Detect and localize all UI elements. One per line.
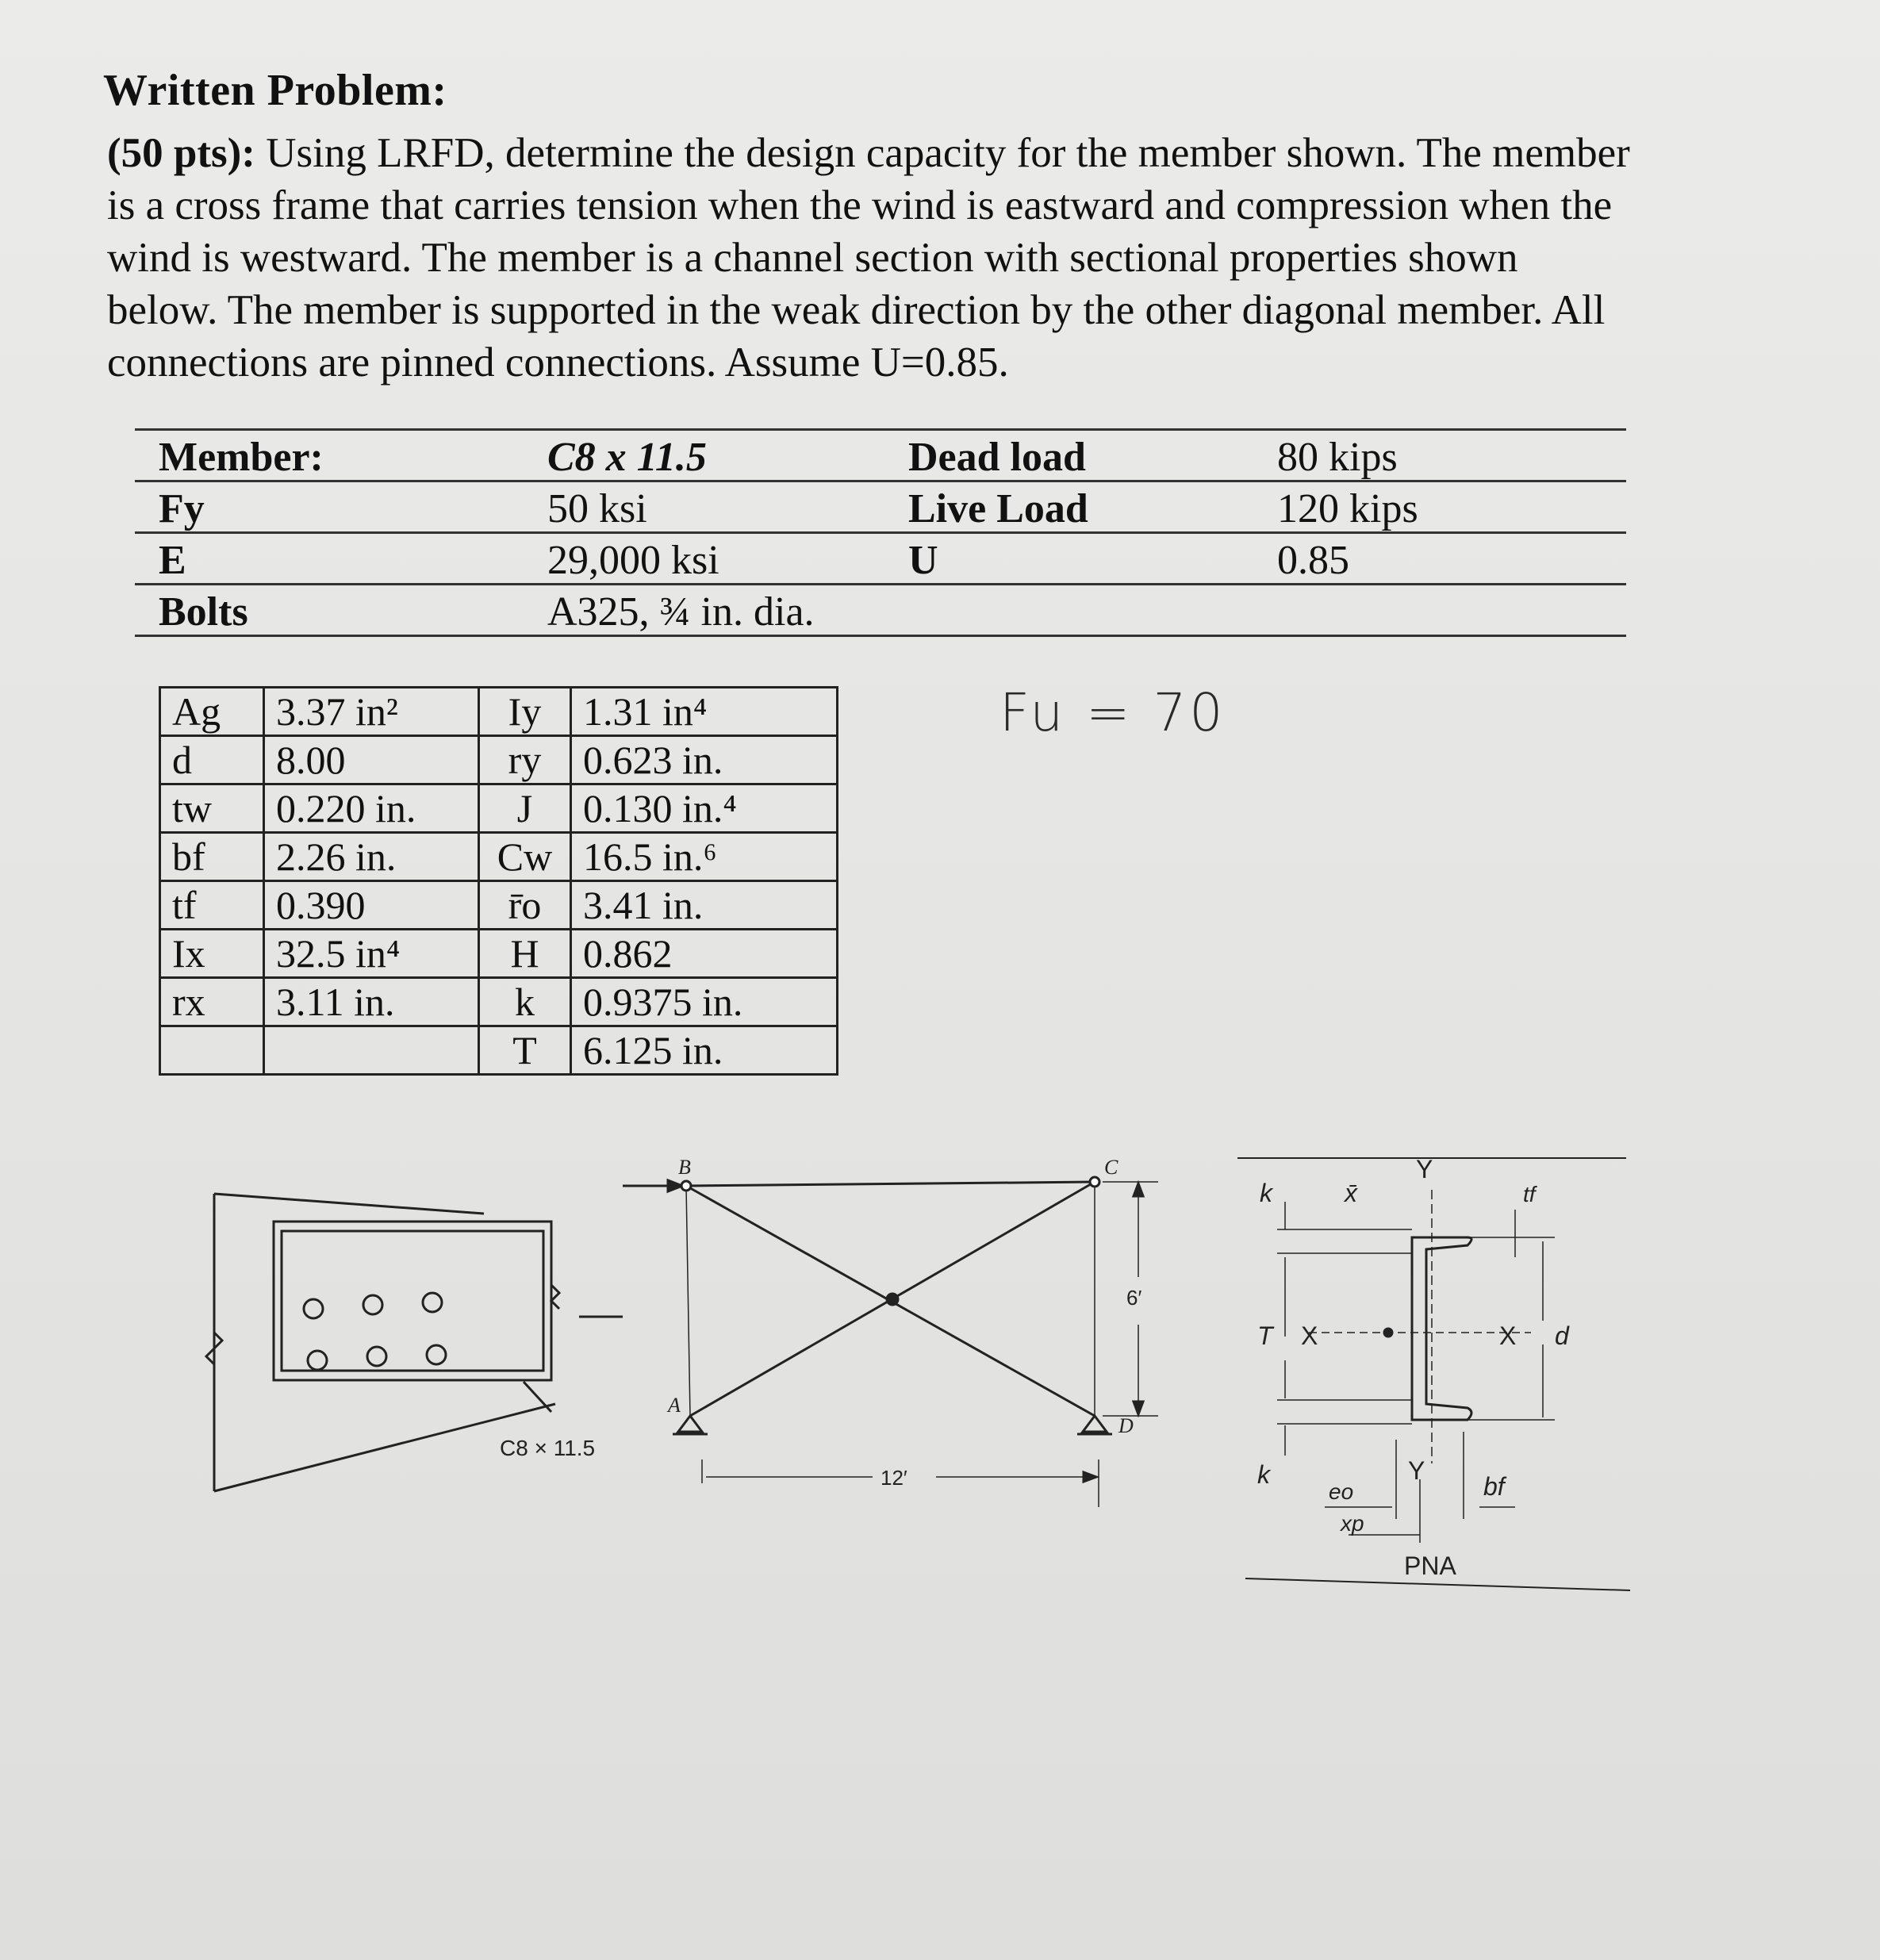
- table-row: [160, 833, 838, 881]
- property-symbol: T: [479, 1026, 571, 1075]
- property-value: 0.623 in.: [571, 736, 838, 784]
- property-value: 0.390: [264, 881, 479, 930]
- table-row: [160, 881, 838, 930]
- summary-label: Member:: [159, 435, 324, 480]
- property-value: 16.5 in.⁶: [571, 833, 838, 881]
- property-value: 3.41 in.: [571, 881, 838, 930]
- property-value: 1.31 in⁴: [571, 688, 838, 736]
- property-value: 6.125 in.: [571, 1026, 838, 1075]
- property-symbol: Ix: [160, 930, 264, 978]
- property-symbol: H: [479, 930, 571, 978]
- channel-profile: [1412, 1237, 1471, 1420]
- k-bottom-label: k: [1257, 1460, 1270, 1489]
- summary-row: [135, 531, 1626, 583]
- summary-label-2: U: [908, 538, 938, 583]
- dim-arrowhead: [1134, 1183, 1143, 1196]
- summary-value: 50 ksi: [547, 486, 647, 531]
- property-value: 3.11 in.: [264, 978, 479, 1026]
- property-value: 0.130 in.⁴: [571, 784, 838, 833]
- summary-row: [135, 480, 1626, 531]
- bolted-connection-figure: [190, 1174, 650, 1507]
- table-row: [160, 978, 838, 1026]
- table-row: [160, 784, 838, 833]
- pin-node: [1090, 1177, 1099, 1187]
- property-value: 0.220 in.: [264, 784, 479, 833]
- property-symbol: k: [479, 978, 571, 1026]
- summary-label-2: Dead load: [908, 435, 1086, 480]
- summary-row: [135, 428, 1626, 480]
- pna-label: PNA: [1404, 1552, 1456, 1580]
- summary-row: [135, 583, 1626, 637]
- property-symbol: tf: [160, 881, 264, 930]
- table-row: [160, 930, 838, 978]
- left-post: [686, 1186, 690, 1416]
- problem-title: Written Problem:: [103, 66, 447, 115]
- bolt-hole: [304, 1299, 323, 1318]
- wind-arrowhead: [668, 1180, 682, 1191]
- x-left-label: X: [1301, 1321, 1318, 1350]
- property-symbol: Cw: [479, 833, 571, 881]
- property-symbol: rx: [160, 978, 264, 1026]
- height-dimension: 6′: [1126, 1286, 1142, 1310]
- x-right-label: X: [1499, 1321, 1517, 1350]
- summary-value: C8 x 11.5: [547, 435, 707, 480]
- property-symbol: ry: [479, 736, 571, 784]
- summary-value: A325, ¾ in. dia.: [547, 589, 815, 635]
- xp-label: xp: [1341, 1511, 1364, 1536]
- bolt-hole: [423, 1293, 442, 1312]
- gusset-edge: [214, 1194, 484, 1214]
- section-properties-table: [159, 686, 838, 1076]
- property-value: 3.37 in²: [264, 688, 479, 736]
- property-value: 32.5 in⁴: [264, 930, 479, 978]
- node-label-c: C: [1104, 1156, 1118, 1179]
- cross-frame-figure: [619, 1150, 1174, 1531]
- problem-statement: [107, 127, 1638, 389]
- table-row: [160, 1026, 838, 1075]
- problem-points: (50 pts):: [107, 130, 255, 176]
- channel-outline: [274, 1222, 551, 1380]
- top-chord: [686, 1182, 1095, 1186]
- channel-section-figure: [1230, 1146, 1642, 1606]
- k-top-label: k: [1260, 1179, 1272, 1207]
- bolt-hole: [363, 1295, 382, 1314]
- property-symbol: d: [160, 736, 264, 784]
- summary-label-2: Live Load: [908, 486, 1088, 531]
- property-symbol: J: [479, 784, 571, 833]
- property-symbol: r̄o: [479, 881, 571, 930]
- pin-support: [1083, 1416, 1107, 1432]
- dim-arrowhead: [1134, 1402, 1143, 1414]
- summary-label: Bolts: [159, 589, 248, 635]
- shear-center: [1384, 1329, 1392, 1337]
- pin-node: [681, 1181, 691, 1191]
- summary-value: 29,000 ksi: [547, 538, 719, 583]
- connection-member-label: C8 × 11.5: [500, 1436, 596, 1460]
- property-value: 8.00: [264, 736, 479, 784]
- node-label-d: D: [1118, 1414, 1134, 1437]
- table-row: [160, 688, 838, 736]
- node-label-b: B: [678, 1156, 691, 1179]
- property-symbol: Ag: [160, 688, 264, 736]
- property-symbol: Iy: [479, 688, 571, 736]
- summary-value-2: 0.85: [1277, 538, 1349, 583]
- y-bottom-label: Y: [1408, 1456, 1425, 1485]
- property-value: 2.26 in.: [264, 833, 479, 881]
- xbar-label: x̄: [1345, 1179, 1357, 1207]
- width-dimension: 12′: [881, 1466, 907, 1490]
- y-top-label: Y: [1416, 1155, 1433, 1183]
- property-symbol: tw: [160, 784, 264, 833]
- d-label: d: [1555, 1321, 1569, 1350]
- property-symbol: [160, 1026, 264, 1075]
- summary-label: E: [159, 538, 186, 583]
- bolt-hole: [427, 1345, 446, 1364]
- node-label-a: A: [668, 1394, 681, 1417]
- center-node: [887, 1294, 898, 1305]
- T-label: T: [1257, 1321, 1273, 1350]
- summary-label: Fy: [159, 486, 205, 531]
- channel-web: [282, 1231, 543, 1371]
- handwritten-note: Fu = 70: [999, 682, 1226, 743]
- bolt-hole: [308, 1351, 327, 1370]
- dim-arrowhead: [1084, 1472, 1096, 1482]
- cut-line: [1245, 1578, 1630, 1590]
- property-value: [264, 1026, 479, 1075]
- summary-value-2: 120 kips: [1277, 486, 1418, 531]
- bf-label: bf: [1483, 1472, 1505, 1501]
- summary-value-2: 80 kips: [1277, 435, 1398, 480]
- property-value: 0.9375 in.: [571, 978, 838, 1026]
- bolt-hole: [367, 1347, 386, 1366]
- property-symbol: bf: [160, 833, 264, 881]
- pin-support: [678, 1416, 702, 1432]
- tf-label: tf: [1523, 1182, 1536, 1206]
- problem-text: Using LRFD, determine the design capacity for the member shown. The member is a cross frame that carries tension when the wind is eastward and compression when the wind is westward. The member is a channel section with sectional properties shown below. The member is supported in the weak direction by the other diagonal member. All connections are pinned connections. Assume U=0.85.: [107, 130, 1630, 385]
- property-value: 0.862: [571, 930, 838, 978]
- member-summary-table: [135, 428, 1626, 637]
- table-row: [160, 736, 838, 784]
- eo-label: eo: [1329, 1479, 1354, 1504]
